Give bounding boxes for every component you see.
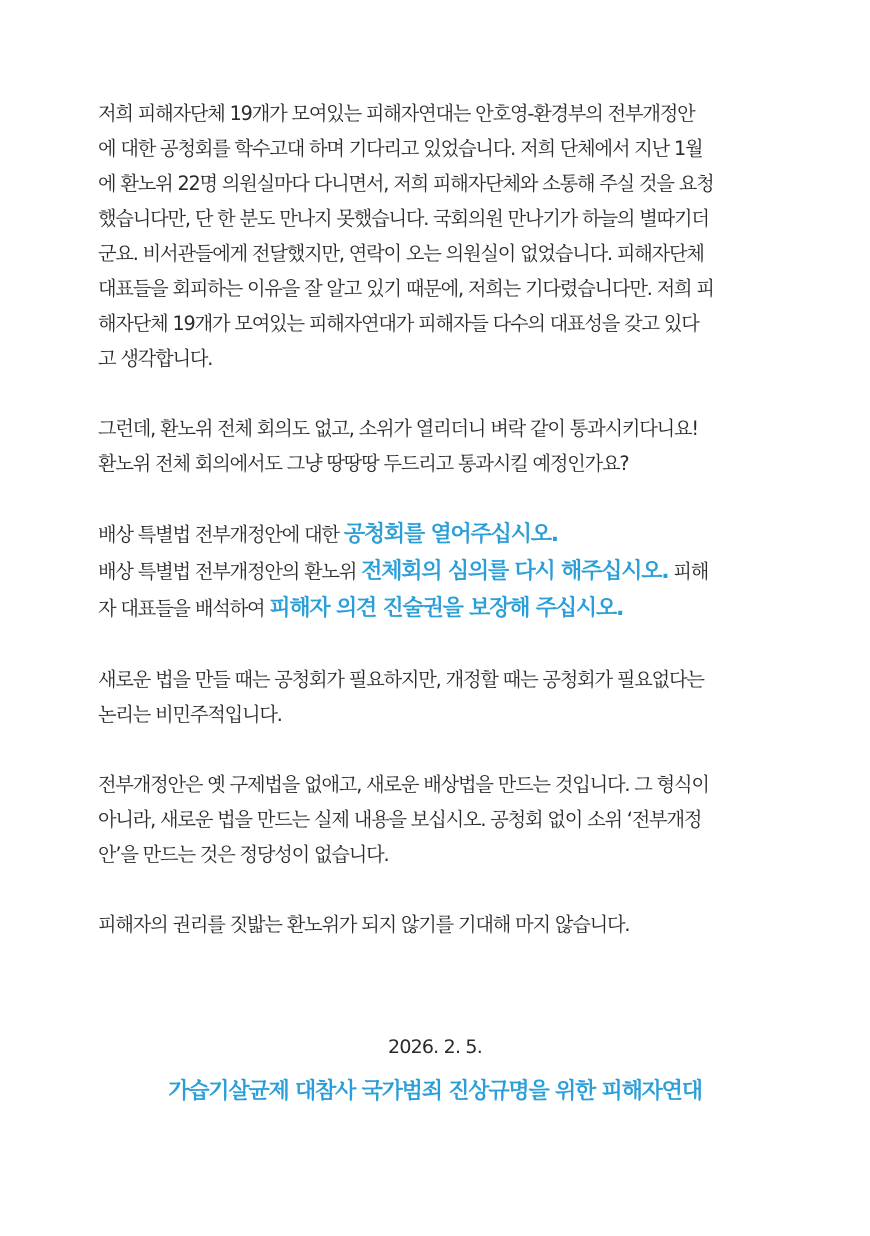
paragraph-gap: [98, 627, 774, 662]
demand-highlight: 전체회의 심의를 다시 해주십시오.: [361, 559, 669, 584]
text-line: 아니라, 새로운 법을 만드는 실제 내용을 보십시오. 공청회 없이 소위 ‘전부개정: [98, 808, 702, 831]
text-line: 피해자의 권리를 짓밟는 환노위가 되지 않기를 기대해 마지 않습니다.: [98, 913, 630, 936]
paragraph-gap: [98, 732, 774, 767]
demand-highlight: 피해자 의견 진술권을 보장해 주십시오.: [269, 596, 624, 621]
text-line: 전부개정안은 옛 구제법을 없애고, 새로운 배상법을 만드는 것입니다. 그 형식이: [98, 773, 709, 796]
demand-text: 자 대표들을 배석하여: [98, 597, 270, 620]
demand-line-2: [98, 553, 774, 590]
text-line: 안’을 만드는 것은 정당성이 없습니다.: [98, 843, 389, 866]
text-line: 논리는 비민주적입니다.: [98, 703, 282, 726]
paragraph-gap: [98, 376, 774, 411]
text-line: 환노위 전체 회의에서도 그냥 땅땅땅 두드리고 통과시킬 예정인가요?: [98, 452, 629, 475]
demand-text: 배상 특별법 전부개정안의 환노위: [98, 560, 362, 583]
text-line: 새로운 법을 만들 때는 공청회가 필요하지만, 개정할 때는 공청회가 필요없다는: [98, 668, 704, 691]
statement-body: [98, 96, 774, 942]
text-line: 군요. 비서관들에게 전달했지만, 연락이 오는 의원실이 없었습니다. 피해자단체: [98, 242, 704, 265]
paragraph-demands: [98, 516, 774, 627]
text-line: 했습니다만, 단 한 분도 만나지 못했습니다. 국회의원 만나기가 하늘의 별따기더: [98, 207, 709, 230]
demand-line-3: [98, 590, 774, 627]
text-line: 그런데, 환노위 전체 회의도 없고, 소위가 열리더니 벼락 같이 통과시키다니요!: [98, 417, 698, 440]
paragraph-complaint: [98, 411, 774, 481]
demand-highlight: 공청회를 열어주십시오.: [343, 522, 558, 547]
text-line: 고 생각합니다.: [98, 347, 213, 370]
paragraph-intro: [98, 96, 774, 376]
paragraph-content: [98, 767, 774, 872]
text-line: 대표들을 회피하는 이유을 잘 알고 있기 때문에, 저희는 기다렸습니다만. 저희 피: [98, 277, 714, 300]
demand-line-1: [98, 516, 774, 553]
demand-text: 피해: [668, 560, 709, 583]
demand-text: 배상 특별법 전부개정안에 대한: [98, 523, 344, 546]
text-line: 에 대한 공청회를 학수고대 하며 기다리고 있었습니다. 저희 단체에서 지난 1월: [98, 137, 703, 160]
paragraph-gap: [98, 872, 774, 907]
text-line: 저희 피해자단체 19개가 모여있는 피해자연대는 안호영-환경부의 전부개정안: [98, 102, 695, 125]
organization-name: 가습기살균제 대참사 국가범죄 진상규명을 위한 피해자연대: [168, 1079, 702, 1104]
paragraph-logic: [98, 662, 774, 732]
text-line: 해자단체 19개가 모여있는 피해자연대가 피해자들 다수의 대표성을 갖고 있다: [98, 312, 699, 335]
statement-date: 2026. 2. 5.: [388, 1036, 482, 1058]
text-line: 에 환노위 22명 의원실마다 다니면서, 저희 피해자단체와 소통해 주실 것을 요청: [98, 172, 714, 195]
paragraph-closing: [98, 907, 774, 942]
paragraph-gap: [98, 481, 774, 516]
